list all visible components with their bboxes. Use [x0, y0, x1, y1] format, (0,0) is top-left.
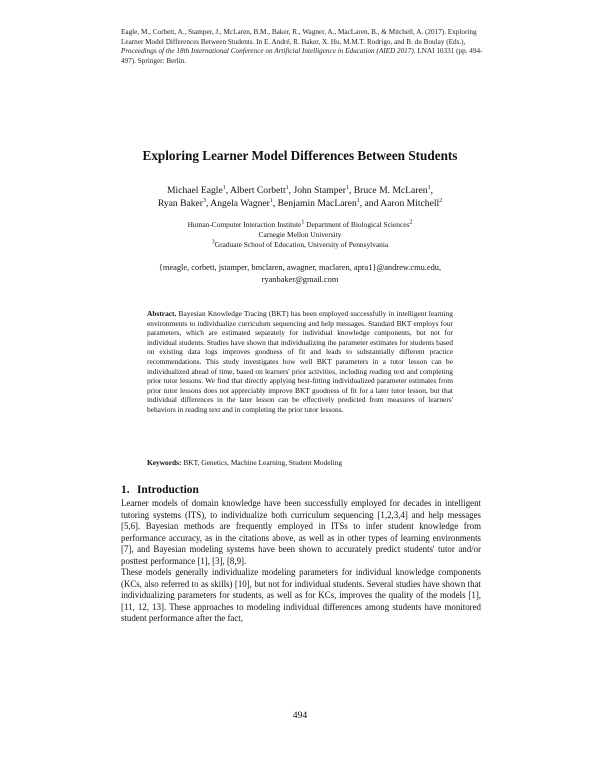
author-line-2 — [130, 197, 470, 210]
author-separator: , — [348, 185, 354, 196]
affiliation-hcii: Human-Computer Interaction Institute — [187, 220, 302, 229]
author-name: Ryan Baker — [157, 198, 204, 209]
email-line-1: {meagle, corbett, jstamper, bmclaren, awagner, maclaren, apra1}@andrew.cmu.edu, — [158, 263, 442, 272]
author-affiliation-mark: 2 — [439, 197, 443, 204]
author-separator: , — [430, 185, 433, 196]
affiliation-biology: Department of Biological Sciences — [304, 220, 410, 229]
affiliation-line-2: Carnegie Mellon University — [258, 230, 342, 239]
section-heading — [121, 484, 481, 496]
author-name: Angela Wagner — [210, 198, 270, 209]
citation-proceedings: Proceedings of the 18th International Conference on Artificial Intelligence in Education (AIED 2017). — [121, 47, 416, 56]
affiliation-mark: 2 — [409, 219, 413, 226]
affiliation-mark: 1 — [301, 219, 305, 226]
email-line-2: ryanbaker@gmail.com — [261, 275, 339, 284]
author-affiliation-mark: 1 — [345, 184, 349, 191]
author-name: Albert Corbett — [229, 185, 286, 196]
paragraph: These models generally individualize modeling parameters for individual knowledge components (KCs, also referred to as skills) [10], but not for individual students. Several studies have shown that individualizing parameters for students, as well as for KCs, improves the quality of the models [1], [11, 12, 13]. These approaches to modeling individual differences among students have monitored student performance after the fact, — [121, 567, 481, 623]
keywords — [147, 458, 453, 468]
author-affiliation-mark: 1 — [269, 197, 273, 204]
keywords-label: Keywords: — [147, 458, 182, 467]
abstract-text: Bayesian Knowledge Tracing (BKT) has been employed successfully in intelligent learning environments to individualize curriculum sequencing and help messages. Standard BKT employs four parameters, which are estimated separately for individual knowledge components, but not for individual students. Studies have shown that individualizing the parameter estimates for students based on existing data logs improves goodness of fit and leads to substantially different practice recommendations. This study investigates how well BKT parameters in a tutor lesson can be individualized ahead of time, based on learners' prior activities, including reading text and completing prior tutor lessons. We find that directly applying best-fitting individualized parameter estimates from prior tutor lessons does not appreciably improve BKT goodness of fit for a later tutor lesson, but that individual differences in the later lesson can be effectively predicted from measures of learners' behaviors in reading text and in completing the prior tutor lessons. — [147, 309, 453, 414]
author-separator: , — [288, 185, 294, 196]
author-affiliation-mark: 1 — [356, 197, 360, 204]
author-name: John Stamper — [293, 185, 346, 196]
affiliation-mark: 3 — [211, 239, 215, 246]
author-name: Aaron Mitchell — [380, 198, 440, 209]
author-emails — [120, 262, 480, 286]
citation-text: Eagle, M., Corbett, A., Stamper, J., McLaren, B.M., Baker, R., Wagner, A., MacLaren, B., & Mitchell, A. (2017). Exploring Learner Model Differences Between Students. In E. André, R. Baker, X. Hu, M.M.T. Rodrigo, and B. du Boulay (Eds.), — [121, 28, 477, 46]
paragraph: Learner models of domain knowledge have been successfully employed for decades in intelligent tutoring systems (ITS), to individualize both curriculum sequencing [1,2,3,4] and help messages [5,6]. Bayesian methods are frequently employed in ITSs to infer student knowledge from performance accuracy, as in the citations above, as well as in other types of learning environments [7], and Bayesian modeling systems have been shown to accurately predict students' tutor and/or posttest performance [1], [3], [8,9]. — [121, 498, 481, 566]
author-affiliation-mark: 1 — [285, 184, 289, 191]
author-affiliation-mark: 1 — [427, 184, 431, 191]
author-line-1 — [130, 184, 470, 197]
section-title: Introduction — [137, 484, 199, 496]
affiliation-line-3 — [130, 240, 470, 250]
author-name: Michael Eagle — [167, 185, 223, 196]
author-separator: , — [272, 198, 278, 209]
author-name: Bruce M. McLaren — [353, 185, 428, 196]
author-list — [130, 184, 470, 210]
abstract — [147, 309, 453, 415]
author-separator: , — [225, 185, 230, 196]
page-number: 494 — [292, 710, 308, 721]
body-text — [121, 498, 481, 625]
citation-header — [121, 28, 491, 66]
citation-tail: LNAI 10331 (pp. 494-497). Springer: Berlin. — [121, 47, 483, 65]
abstract-label: Abstract. — [147, 309, 177, 318]
keywords-text: BKT, Genetics, Machine Learning, Student Modeling — [181, 458, 343, 467]
affiliation-line-1 — [130, 220, 470, 230]
affiliations — [130, 220, 470, 250]
section-number: 1. — [121, 484, 130, 496]
author-separator: , — [206, 198, 211, 209]
affiliation-upenn: Graduate School of Education, University of Pennsylvania — [214, 240, 389, 249]
author-separator: , and — [359, 198, 381, 209]
author-name: Benjamin MacLaren — [277, 198, 357, 209]
paper-title: Exploring Learner Model Differences Between Students — [142, 148, 458, 163]
author-affiliation-mark: 1 — [222, 184, 226, 191]
author-affiliation-mark: 3 — [203, 197, 207, 204]
